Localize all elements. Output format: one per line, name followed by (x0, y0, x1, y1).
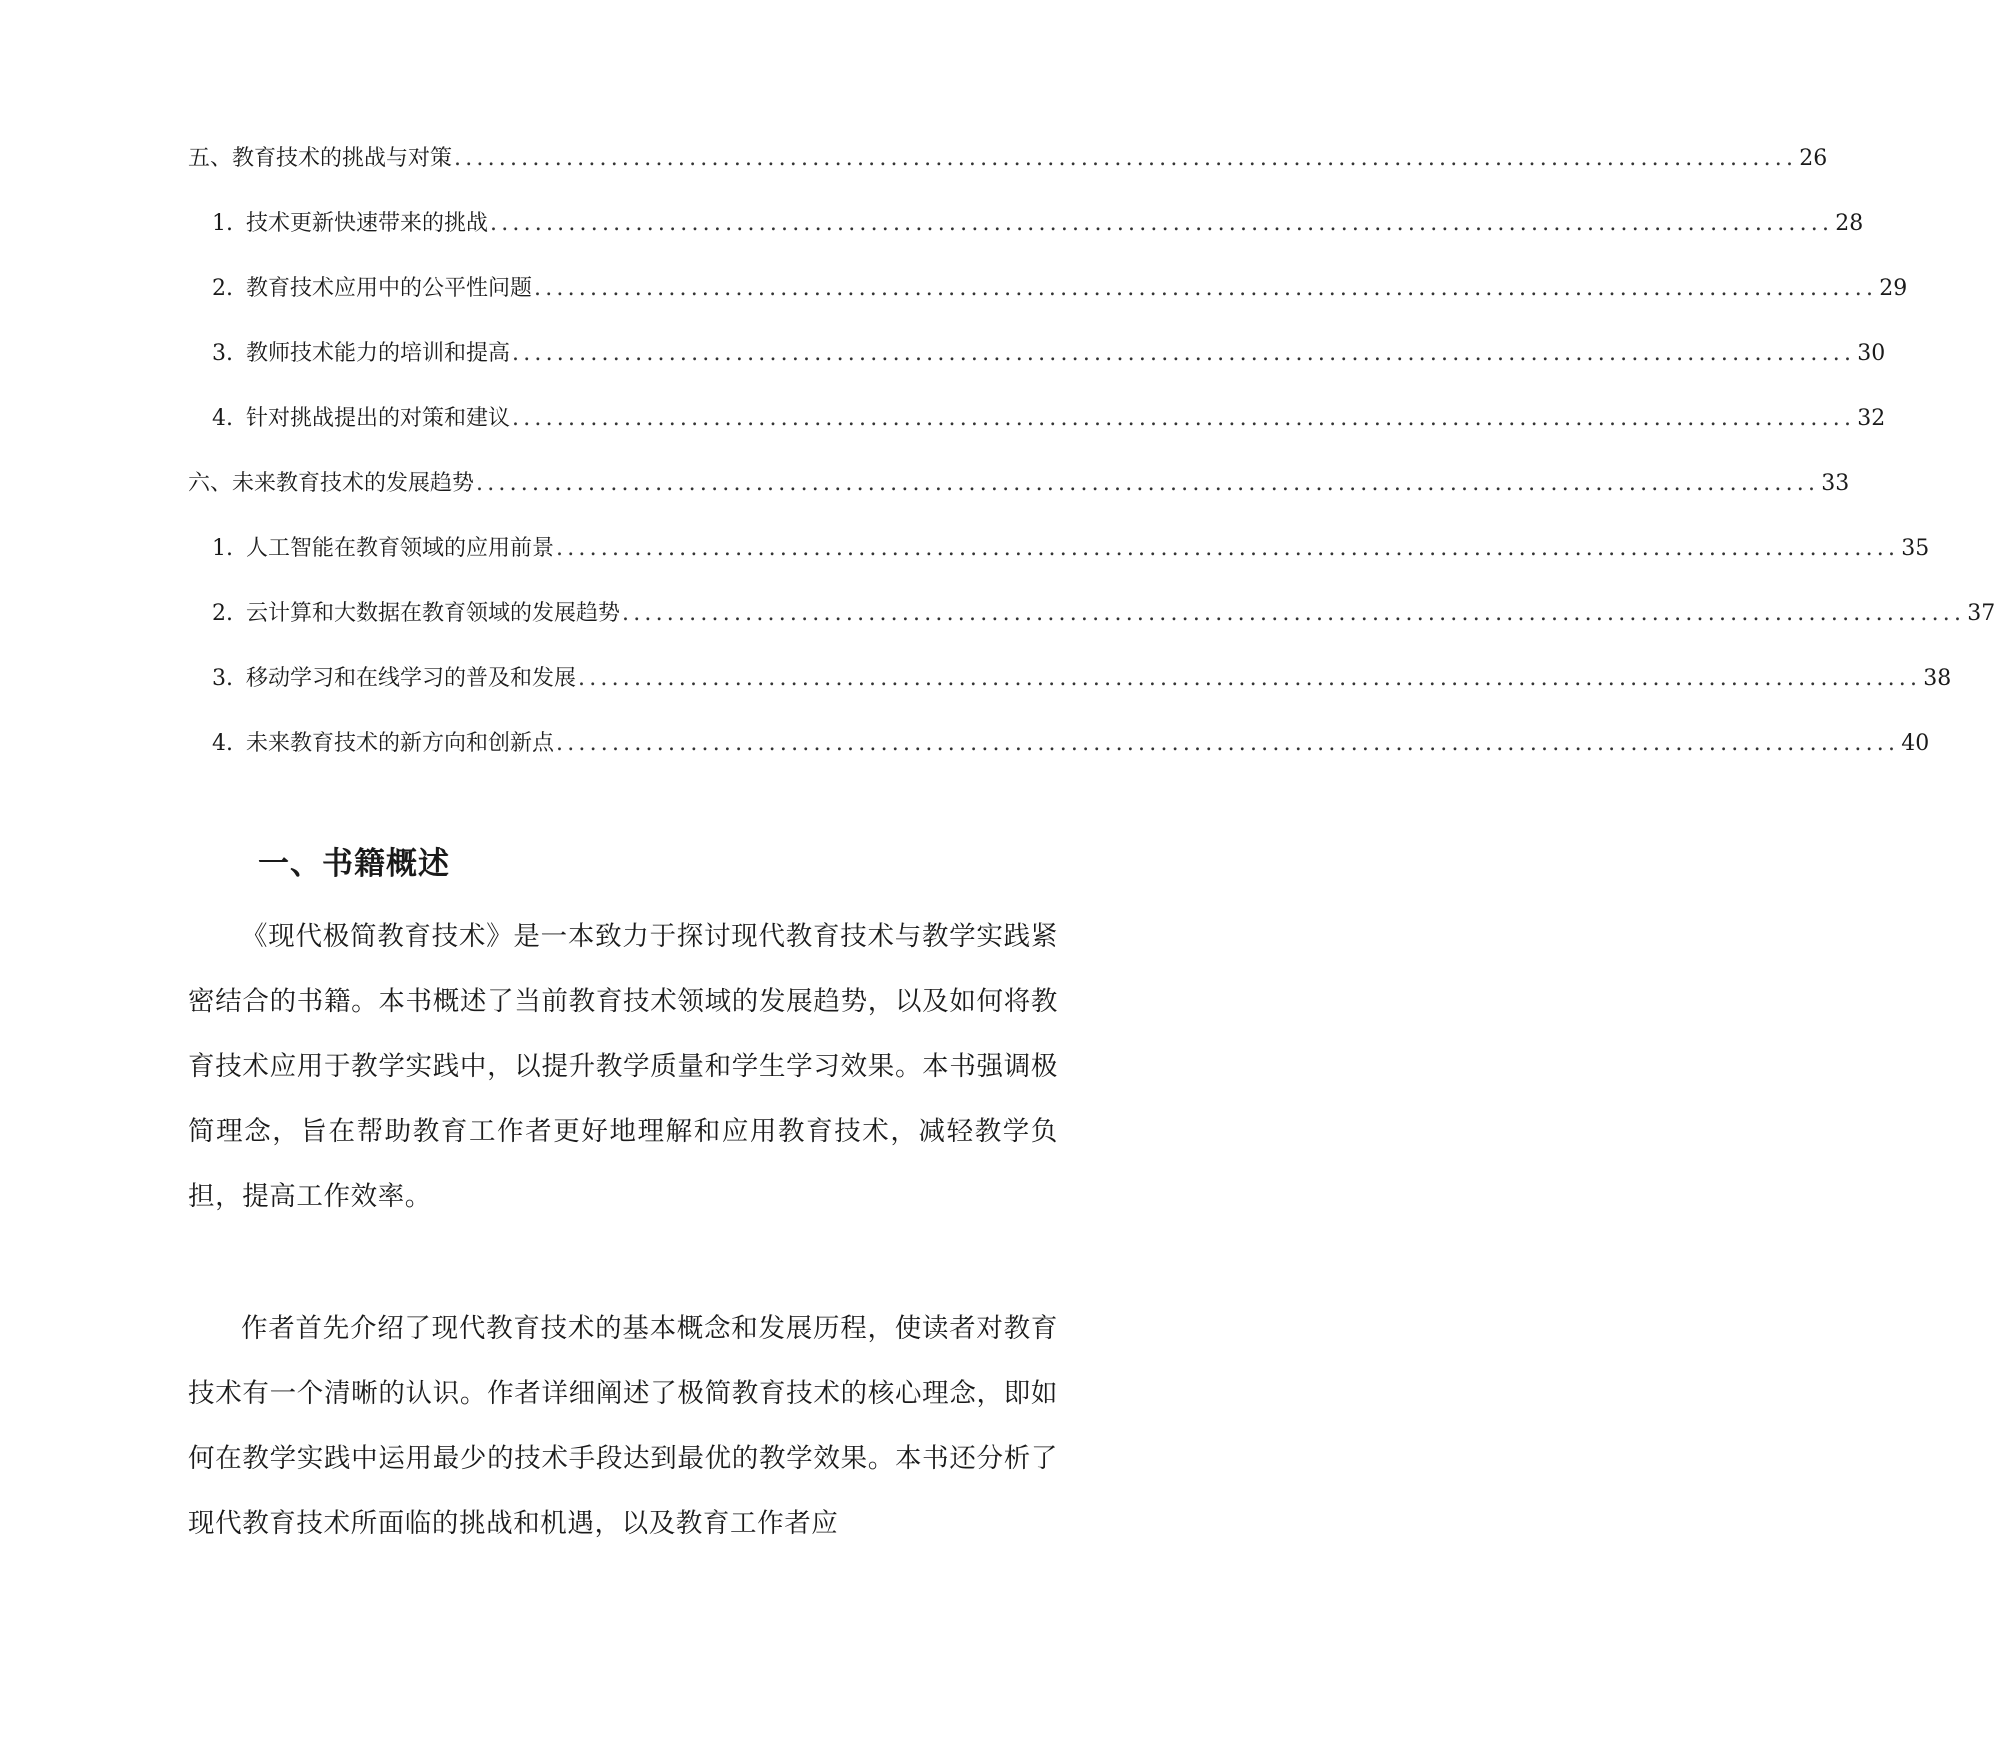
toc-entry-title: 五、教育技术的挑战与对策 (188, 146, 453, 171)
toc-entry[interactable] (188, 146, 1828, 213)
toc-entry[interactable] (188, 341, 1886, 408)
table-of-contents (188, 146, 1995, 798)
toc-entry-page: 30 (1857, 341, 1886, 366)
toc-entry[interactable] (188, 211, 1864, 278)
toc-leader-dots: ........................................................................................................................ (490, 211, 1834, 236)
toc-entry-number: 3. (212, 666, 233, 691)
toc-leader-dots: ........................................................................................................................ (512, 406, 1856, 431)
toc-leader-dots: ........................................................................................................................ (622, 601, 1966, 626)
toc-entry-number: 3. (212, 341, 233, 366)
toc-entry-page: 29 (1879, 276, 1908, 301)
toc-entry-page: 35 (1901, 536, 1930, 561)
toc-leader-dots: ........................................................................................................................ (556, 731, 1900, 756)
body-paragraph: 《现代极简教育技术》是一本致力于探讨现代教育技术与教学实践紧密结合的书籍。本书概述了当前教育技术领域的发展趋势，以及如何将教育技术应用于教学实践中，以提升教学质量和学生学习效果。本书强调极简理念，旨在帮助教育工作者更好地理解和应用教育技术，减轻教学负担，提高工作效率。 (188, 921, 1058, 1212)
toc-leader-dots: ........................................................................................................................ (512, 341, 1856, 366)
toc-leader-dots: ........................................................................................................................ (476, 471, 1820, 496)
toc-entry[interactable] (188, 731, 1930, 798)
toc-entry-number: 2. (212, 601, 233, 626)
toc-entry-title: 未来教育技术的新方向和创新点 (246, 731, 555, 756)
section-heading: 一、书籍概述 (258, 846, 450, 882)
toc-entry-page: 32 (1857, 406, 1886, 431)
toc-entry-title: 技术更新快速带来的挑战 (246, 211, 489, 236)
toc-leader-dots: ........................................................................................................................ (556, 536, 1900, 561)
toc-entry-number: 2. (212, 276, 233, 301)
toc-entry-page: 28 (1835, 211, 1864, 236)
toc-entry[interactable] (188, 276, 1908, 343)
toc-entry-page: 40 (1901, 731, 1930, 756)
body-paragraph: 作者首先介绍了现代教育技术的基本概念和发展历程，使读者对教育技术有一个清晰的认识。作者详细阐述了极简教育技术的核心理念，即如何在教学实践中运用最少的技术手段达到最优的教学效果。本书还分析了现代教育技术所面临的挑战和机遇，以及教育工作者应 (188, 1313, 1058, 1539)
toc-entry-title: 移动学习和在线学习的普及和发展 (246, 666, 577, 691)
toc-entry-page: 26 (1799, 146, 1828, 171)
toc-entry[interactable] (188, 536, 1930, 603)
toc-entry-number: 1. (212, 536, 233, 561)
toc-entry-page: 37 (1967, 601, 1995, 626)
toc-entry-title: 教育技术应用中的公平性问题 (246, 276, 533, 301)
toc-entry-title: 云计算和大数据在教育领域的发展趋势 (246, 601, 621, 626)
toc-entry-number: 4. (212, 731, 233, 756)
toc-leader-dots: ........................................................................................................................ (454, 146, 1798, 171)
toc-entry[interactable] (188, 601, 1995, 668)
toc-entry-title: 人工智能在教育领域的应用前景 (246, 536, 555, 561)
toc-entry[interactable] (188, 406, 1886, 473)
toc-leader-dots: ........................................................................................................................ (534, 276, 1878, 301)
toc-entry-title: 教师技术能力的培训和提高 (246, 341, 511, 366)
toc-entry-title: 针对挑战提出的对策和建议 (246, 406, 511, 431)
toc-entry-title: 六、未来教育技术的发展趋势 (188, 471, 475, 496)
toc-entry[interactable] (188, 666, 1952, 733)
toc-leader-dots: ........................................................................................................................ (578, 666, 1922, 691)
toc-entry-page: 38 (1923, 666, 1952, 691)
toc-entry-page: 33 (1821, 471, 1850, 496)
toc-entry[interactable] (188, 471, 1850, 538)
toc-entry-number: 1. (212, 211, 233, 236)
toc-entry-number: 4. (212, 406, 233, 431)
